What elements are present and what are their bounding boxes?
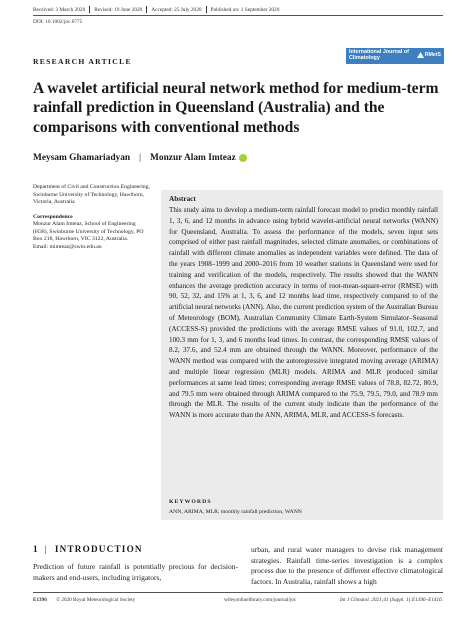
author-separator: | (139, 153, 142, 163)
journal-name: International Journal of Climatology (349, 49, 409, 62)
abstract-heading: Abstract (169, 195, 196, 203)
revised-date: Revised: 19 June 2020 (94, 6, 143, 13)
orcid-icon[interactable] (239, 154, 247, 162)
author-name[interactable]: Monzur Alam Imteaz (150, 153, 236, 163)
received-date: Received: 3 March 2020 (33, 6, 86, 13)
citation: Int J Climatol. 2021;41 (Suppl. 1):E1396–E1416. (339, 597, 443, 603)
author-name[interactable]: Meysam Ghamariadyan (33, 153, 131, 163)
affiliation-block (33, 184, 151, 251)
intro-paragraph-left: Prediction of future rainfall is potentially precious for decision-makers and end-users, including irrigators, (33, 562, 238, 582)
section-separator: | (44, 544, 48, 554)
publisher-name: RMetS (424, 52, 441, 58)
accepted-date: Accepted: 25 July 2020 (151, 6, 202, 13)
page-number: E1396 (33, 597, 47, 603)
footer-rule (33, 592, 443, 593)
page-footer (33, 597, 443, 603)
published-date: Published on: 1 September 2020 (210, 6, 280, 13)
abstract-box (161, 190, 443, 520)
journal-badge[interactable] (346, 48, 444, 64)
article-type: RESEARCH ARTICLE (33, 57, 132, 66)
divider (89, 6, 90, 13)
divider (206, 6, 207, 13)
section-title: INTRODUCTION (54, 544, 143, 554)
keywords-list: ANN, ARIMA, MLR, monthly rainfall prediction, WANN (169, 509, 302, 515)
correspondence-address: Monzur Alam Imteaz, School of Engineering (H38), Swinburne University of Technology, PO Box 218, Hawthorn, VIC 3122, Australia. (33, 221, 144, 242)
article-history (33, 6, 443, 13)
correspondence-email[interactable]: Email: mimteaz@swin.edu.au (33, 243, 102, 250)
keywords-heading: KEYWORDS (169, 499, 212, 505)
publisher-logo (417, 52, 441, 58)
doi-link[interactable]: DOI: 10.1002/joc.6775 (33, 19, 83, 25)
abstract-text: This study aims to develop a medium-term rainfall forecast model to predict monthly rainfall 1, 3, 6, and 12 months in advance using hybrid wavelet-artificial neural networks (WANN) for Queensland, Australia. To assess the performance of the models, seven input sets comprised of either past rainfall magnitudes, selected climate anomalies, or combinations of rainfall with different climate anomalies as independent variables were defined. The data of the years 1908–1999 and 2000–2016 from 10 weather stations in Queensland were used for training and verification of the models, respectively. The results showed that the WANN enhances the average prediction accuracy in terms of root-mean-square-error (RMSE) with 90, 52, 32, and 15% at 1, 3, 6, and 12 months lead time, respectively compared to of the artificial neural networks (ANN). Also, the current prediction system of the Australian Bureau of Meteorology (BOM), Australian Community Climate Earth-System Simulator–Seasonal (ACCESS-S) provided the predictions with the average RMSE values of 91.0, 102.7, and 100.3 mm for 1, 3, and 6 months lead times. In contrast, the corresponding RMSE values of 8.2, 37.6, and 52.4 mm are obtained through the WANN. Moreover, performance of the WANN method was compared with the autoregressive integrated moving average (ARIMA) and multiple linear regression (MLR) models. ARIMA and MLR produced similar performances at same lead times; corresponding average RMSE values of 78.8, 82.72, 80.9, and 79.5 mm were obtained through ARIMA compared to the 75.9, 79.5, 79.0, and 78.9 mm through the MLR. The results of the current study indicate than the performance of the WANN is more accurate than the ANN, ARIMA, MLR, and ACCESS-S forecasts. (169, 206, 438, 420)
author-list (33, 153, 247, 163)
header-rule (33, 15, 443, 16)
section-number: 1 (33, 544, 39, 554)
correspondence-label: Correspondence (33, 213, 73, 220)
rmets-logo-icon (417, 52, 424, 58)
journal-url[interactable]: wileyonlinelibrary.com/journal/joc (224, 597, 297, 603)
copyright: © 2020 Royal Meteorological Society (56, 597, 136, 603)
section-heading (33, 544, 143, 554)
article-title: A wavelet artificial neural network method for medium-term rainfall prediction in Queensland (Australia) and the comparisons with conventional methods (33, 80, 439, 136)
intro-paragraph-right: urban, and rural water managers to devise risk management strategies. Rainfall time-series investigation is a complex process due to the presence of different effective climatological factors. In Australia, rainfall shows a high (251, 545, 443, 586)
divider (146, 6, 147, 13)
affiliation-department: Department of Civil and Construction Engineering, Swinburne University of Technology, Hawthorn, Victoria, Australia (33, 184, 150, 205)
